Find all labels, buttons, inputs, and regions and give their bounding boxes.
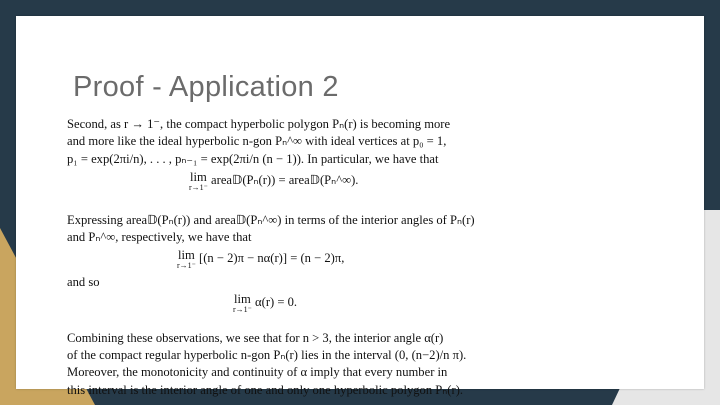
paragraph-3-line-1: Combining these observations, we see that for n > 3, the interior angle α(r) [67, 330, 444, 345]
paragraph-2-line-2: and Pₙ^∞, respectively, we have that [67, 230, 252, 245]
paragraph-1-line-1: Second, as r → 1⁻, the compact hyperbolic polygon Pₙ(r) is becoming more [67, 117, 451, 131]
paragraph-2-line-1: Expressing area𝔻(Pₙ(r)) and area𝔻(Pₙ^∞) in terms of the interior angles of Pₙ(r) [67, 212, 475, 227]
equation-1 [189, 169, 687, 192]
paragraph-3-line-3: Moreover, the monotonicity and continuity of α imply that every number in [67, 365, 448, 380]
equation-2-lim: lim r→1⁻ [177, 248, 196, 271]
slide-body [67, 116, 687, 399]
paragraph-3-line-4: this interval is the interior angle of one and only one hyperbolic polygon Pₙ(r). [67, 382, 464, 397]
paragraph-1 [67, 116, 687, 168]
equation-2-expression: [(n − 2)π − nα(r)] = (n − 2)π, [199, 251, 345, 266]
paragraph-1-line-2: and more like the ideal hyperbolic n-gon Pₙ^∞ with ideal vertices at p₀ = 1, [67, 134, 447, 149]
slide-title: Proof - Application 2 [73, 71, 339, 103]
equation-3-expression: α(r) = 0. [255, 294, 298, 309]
paragraph-2 [67, 212, 687, 247]
and-so-text: and so [67, 275, 100, 290]
paragraph-3-line-2: of the compact regular hyperbolic n-gon Pₙ(r) lies in the interval (0, (n−2)/n π). [67, 348, 467, 363]
equation-1-expression: area𝔻(Pₙ(r)) = area𝔻(Pₙ^∞). [211, 172, 359, 187]
paragraph-3 [67, 330, 687, 399]
equation-2-subscript: r→1⁻ [177, 261, 196, 271]
equation-3-lim: lim r→1⁻ [233, 291, 252, 314]
equation-2 [177, 250, 687, 270]
equation-3 [233, 291, 687, 314]
equation-1-lim: lim r→1⁻ [189, 169, 208, 192]
equation-3-subscript: r→1⁻ [233, 304, 252, 314]
equation-1-subscript: r→1⁻ [189, 182, 208, 192]
paragraph-1-line-3: p₁ = exp(2πi/n), . . . , pₙ₋₁ = exp(2πi/n (n − 1)). In particular, we have that [67, 151, 439, 166]
